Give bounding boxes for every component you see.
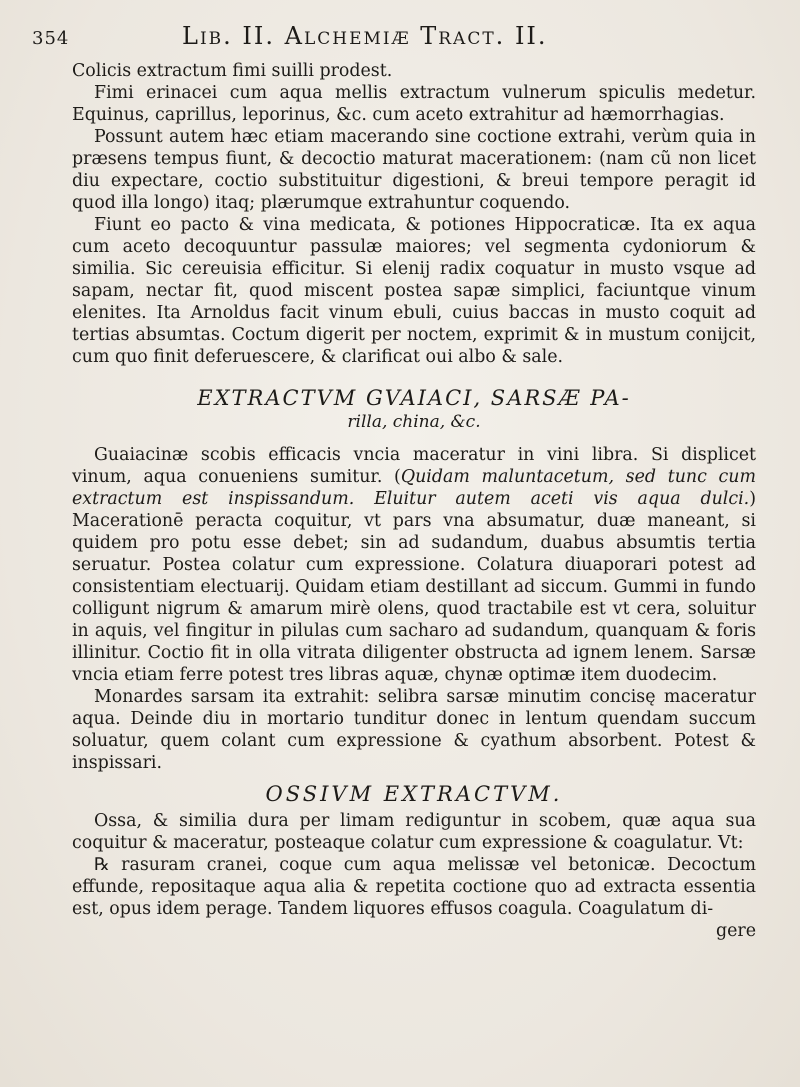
paragraph: Possunt autem hæc etiam macerando sine coctione extrahi, verùm quia in præsens tempus fiunt, & decoctio maturat macerationem: (nam cũ non licet diu expectare, coctio substituitur digestioni, & breui tempore peragit id quod illa longo) itaq; plærumque extrahuntur coquendo.: [72, 127, 756, 213]
section-subheading-guaiac: rilla, china, &c.: [347, 412, 481, 432]
section-heading-guaiac: EXTRACTVM GVAIACI, SARSÆ PA-: [197, 386, 631, 410]
running-title: Lib. II. Alchemiæ Tract. II.: [182, 22, 548, 50]
italic-aside: Quidam maluntacetum, sed tunc cum extractum est inspissandum. Eluitur autem aceti vis aqua dulci.: [72, 467, 756, 509]
paragraph-guaiac: [72, 444, 756, 686]
paragraph-monardes: Monardes sarsam ita extrahit: selibra sarsæ minutim concisę maceratur aqua. Deinde diu in mortario tunditur donec in lentum quendam succum soluatur, quem colant cum expressione & cyathum absorbent. Potest & inspissari.: [72, 687, 756, 773]
catchword: gere: [715, 921, 756, 941]
page-header: [32, 22, 756, 50]
paragraph: Fiunt eo pacto & vina medicata, & potiones Hippocraticæ. Ita ex aqua cum aceto decoquuntur passulæ maiores; vel segmenta cydoniorum & similia. Sic cereuisia efficitur. Si elenij radix coquatur in musto vsque ad sapam, nectar fit, quod miscent postea sapæ simplici, faciuntque vinum elenites. Ita Arnoldus facit vinum ebuli, cuius baccas in musto coquit ad tertias absumtas. Coctum digerit per noctem, exprimit & in mustum conijcit, cum quo finit deferuescere, & clarificat oui albo & sale.: [72, 215, 756, 367]
text-segment: Guaiacinæ scobis efficacis vncia maceratur in vini libra. Si displicet vinum, aqua conueniens sumitur. (: [72, 445, 756, 487]
paragraph-recipe: ℞ rasuram cranei, coque cum aqua melissæ vel betonicæ. Decoctum effunde, repositaque aqua alia & repetita coctione quo ad extracta essentia est, opus idem perage. Tandem liquores effusos coagula. Coagulatum di-: [72, 855, 756, 919]
text-segment: ) Macerationē peracta coquitur, vt pars vna absumatur, duæ maneant, si quidem pro potu esse debet; sin ad sudandum, duabus absumtis tertia seruatur. Postea colatur cum expressione. Colatura diuaporari potest ad consistentiam electuarij. Quidam etiam destillant ad siccum. Gummi in fundo colligunt nigrum & amarum mirè olens, quod tractabile est vt cera, soluitur in aquis, vel fingitur in pilulas cum sacharo ad sudandum, quanquam & foris illinitur. Coctio fit in olla vitrata diligenter obstructa ad ignem lenem. Sarsæ vncia etiam ferre potest tres libras aquæ, chynæ optimæ item duodecim.: [72, 489, 756, 685]
paragraph-ossa: Ossa, & similia dura per limam rediguntur in scobem, quæ aqua sua coquitur & maceratur, posteaque colatur cum expressione & coagulatur. Vt:: [72, 811, 756, 853]
paragraph: Colicis extractum fimi suilli prodest.: [72, 61, 393, 81]
section-heading-ossium: OSSIVM EXTRACTVM.: [265, 782, 563, 806]
paragraph: Fimi erinacei cum aqua mellis extractum vulnerum spiculis medetur. Equinus, caprillus, leporinus, &c. cum aceto extrahitur ad hæmorrhagias.: [72, 83, 756, 125]
page-number: 354: [32, 28, 70, 49]
